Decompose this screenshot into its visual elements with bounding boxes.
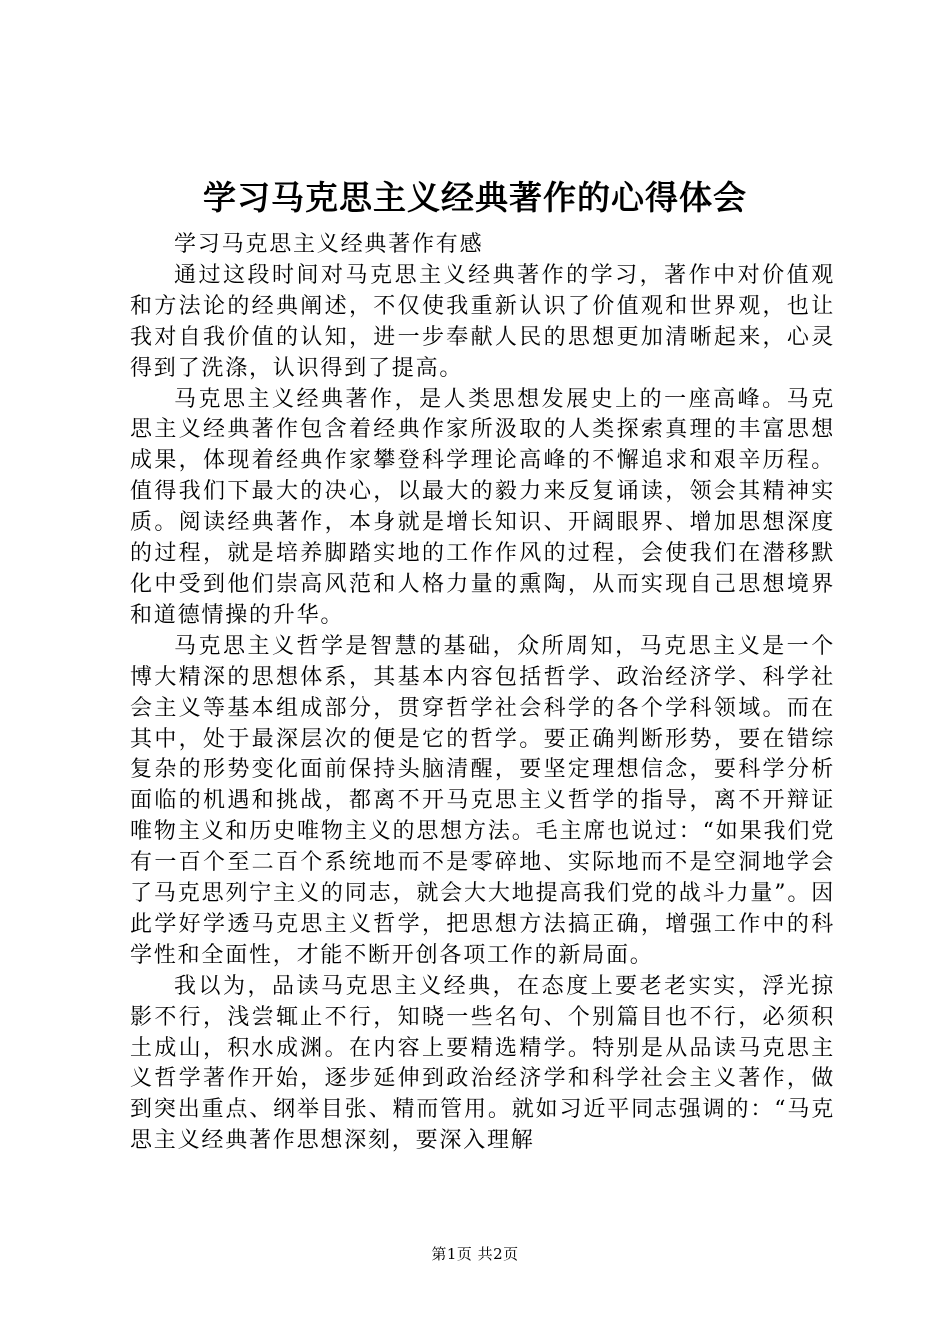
paragraph: 马克思主义经典著作，是人类思想发展史上的一座高峰。马克思主义经典著作包含着经典作家所汲取的人类探索真理的丰富思想成果，体现着经典作家攀登科学理论高峰的不懈追求和艰辛历程。值得我们下最大的决心，以最大的毅力来反复诵读，领会其精神实质。阅读经典著作，本身就是增长知识、开阔眼界、增加思想深度的过程，就是培养脚踏实地的工作作风的过程，会使我们在潜移默化中受到他们崇高风范和人格力量的熏陶，从而实现自己思想境界和道德情操的升华。 <box>130 386 835 628</box>
document-subtitle: 学习马克思主义经典著作有感 <box>174 232 484 257</box>
paragraph: 通过这段时间对马克思主义经典著作的学习，著作中对价值观和方法论的经典阐述，不仅使我重新认识了价值观和世界观，也让我对自我价值的认知，进一步奉献人民的思想更加清晰起来，心灵得到了洗涤，认识得到了提高。 <box>130 262 835 381</box>
document-title: 学习马克思主义经典著作的心得体会 <box>203 178 747 217</box>
paragraph: 我以为，品读马克思主义经典，在态度上要老老实实，浮光掠影不行，浅尝辄止不行，知晓一些名句、个别篇目也不行，必须积土成山，积水成渊。在内容上要精选精学。特别是从品读马克思主义哲学著作开始，逐步延伸到政治经济学和科学社会主义著作，做到突出重点、纲举目张、精而管用。就如习近平同志强调的：“马克思主义经典著作思想深刻，要深入理解 <box>130 973 835 1154</box>
paragraph: 马克思主义哲学是智慧的基础，众所周知，马克思主义是一个博大精深的思想体系，其基本内容包括哲学、政治经济学、科学社会主义等基本组成部分，贯穿哲学社会科学的各个学科领域。而在其中，处于最深层次的便是它的哲学。要正确判断形势，要在错综复杂的形势变化面前保持头脑清醒，要坚定理想信念，要科学分析面临的机遇和挑战，都离不开马克思主义哲学的指导，离不开辩证唯物主义和历史唯物主义的思想方法。毛主席也说过：“如果我们党有一百个至二百个系统地而不是零碎地、实际地而不是空洞地学会了马克思列宁主义的同志，就会大大地提高我们党的战斗力量”。因此学好学透马克思主义哲学，把思想方法搞正确，增强工作中的科学性和全面性，才能不断开创各项工作的新局面。 <box>130 633 835 968</box>
document-body <box>130 230 835 1157</box>
page-number-footer: 第1页 共2页 <box>431 1245 519 1263</box>
